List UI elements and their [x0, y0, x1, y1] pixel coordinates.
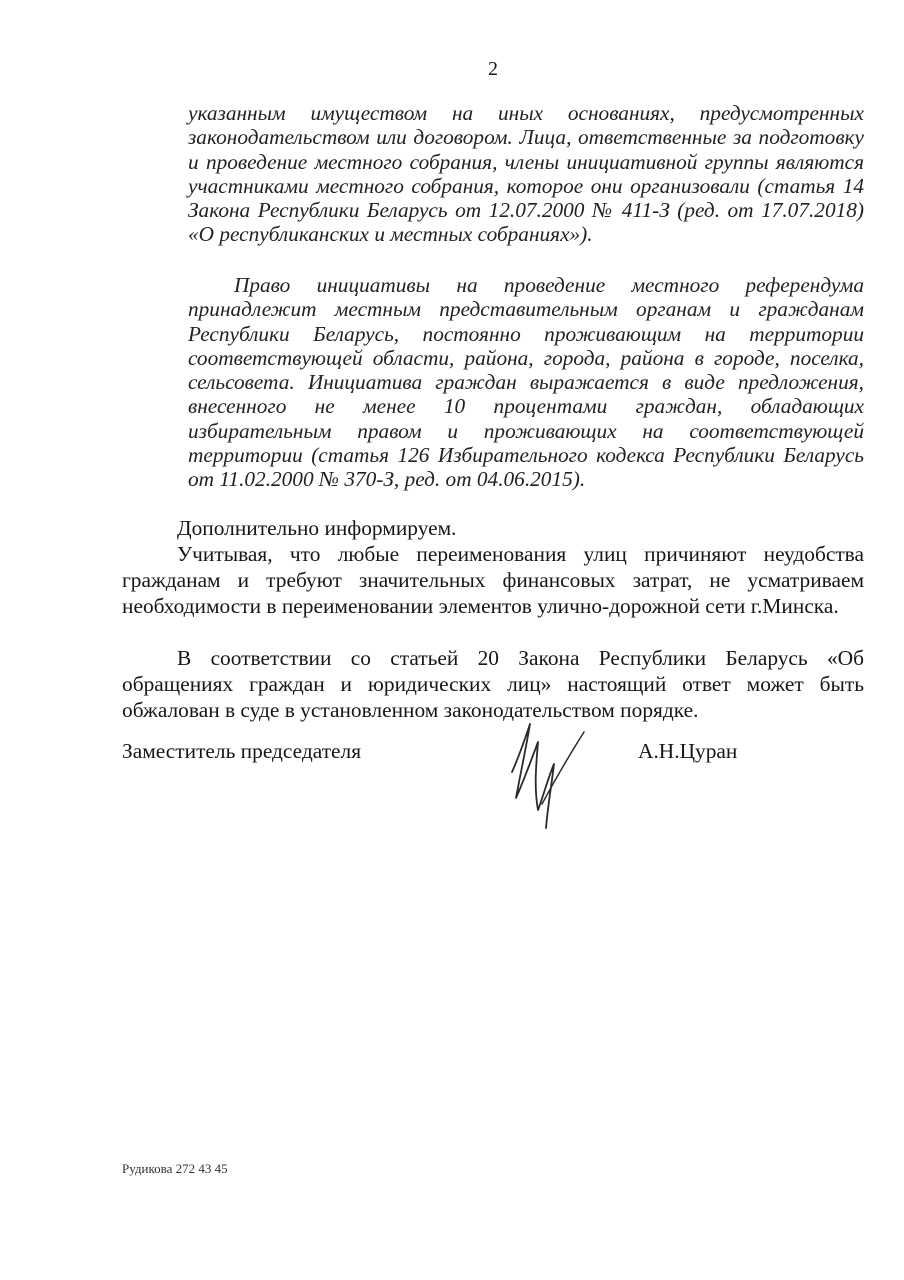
paragraph-renaming — [122, 541, 864, 619]
body-text: В соответствии со статьей 20 Закона Республики Беларусь «Об обращениях граждан и юридических лиц» настоящий ответ может быть обжалован в суде в установленном законодательством порядке. — [122, 646, 864, 722]
page-number: 2 — [488, 58, 498, 80]
signatory-name: А.Н.Цуран — [638, 739, 738, 763]
handwritten-signature — [498, 714, 590, 830]
additional-info-line — [177, 515, 864, 541]
signatory-title: Заместитель председателя — [122, 739, 362, 763]
quote-text: указанным имуществом на иных основаниях, предусмотренных законодательством или договором. Лица, ответственные за подготовку и проведение местного собрания, члены инициативной группы являются участниками местного собрания, которое они организовали (статья 14 Закона Республики Беларусь от 12.07.2000 № 411-З (ред. от 17.07.2018) «О республиканских и местных собраниях»). — [188, 101, 864, 247]
body-text: Учитывая, что любые переименования улиц причиняют неудобства гражданам и требуют значительных финансовых затрат, не усматриваем необходимости в переименовании элементов улично-дорожной сети г.Минска. — [122, 542, 864, 618]
quoted-paragraph-referendum — [188, 273, 864, 492]
body-text: Дополнительно информируем. — [177, 516, 457, 540]
quote-text: Право инициативы на проведение местного референдума принадлежит местным представительным органам и гражданам Республики Беларусь, постоянно проживающим на территории соответствующей области, района, города, района в городе, поселка, сельсовета. Инициатива граждан выражается в виде предложения, внесенного не менее 10 процентами граждан, обладающих избирательным правом и проживающих на соответствующей территории (статья 126 Избирательного кодекса Республики Беларусь от 11.02.2000 № 370-З, ред. от 04.06.2015). — [188, 273, 864, 492]
executor-contact: Рудикова 272 43 45 — [122, 1161, 228, 1176]
paragraph-appeal — [122, 645, 864, 723]
quoted-paragraph-local-assembly — [188, 101, 864, 247]
